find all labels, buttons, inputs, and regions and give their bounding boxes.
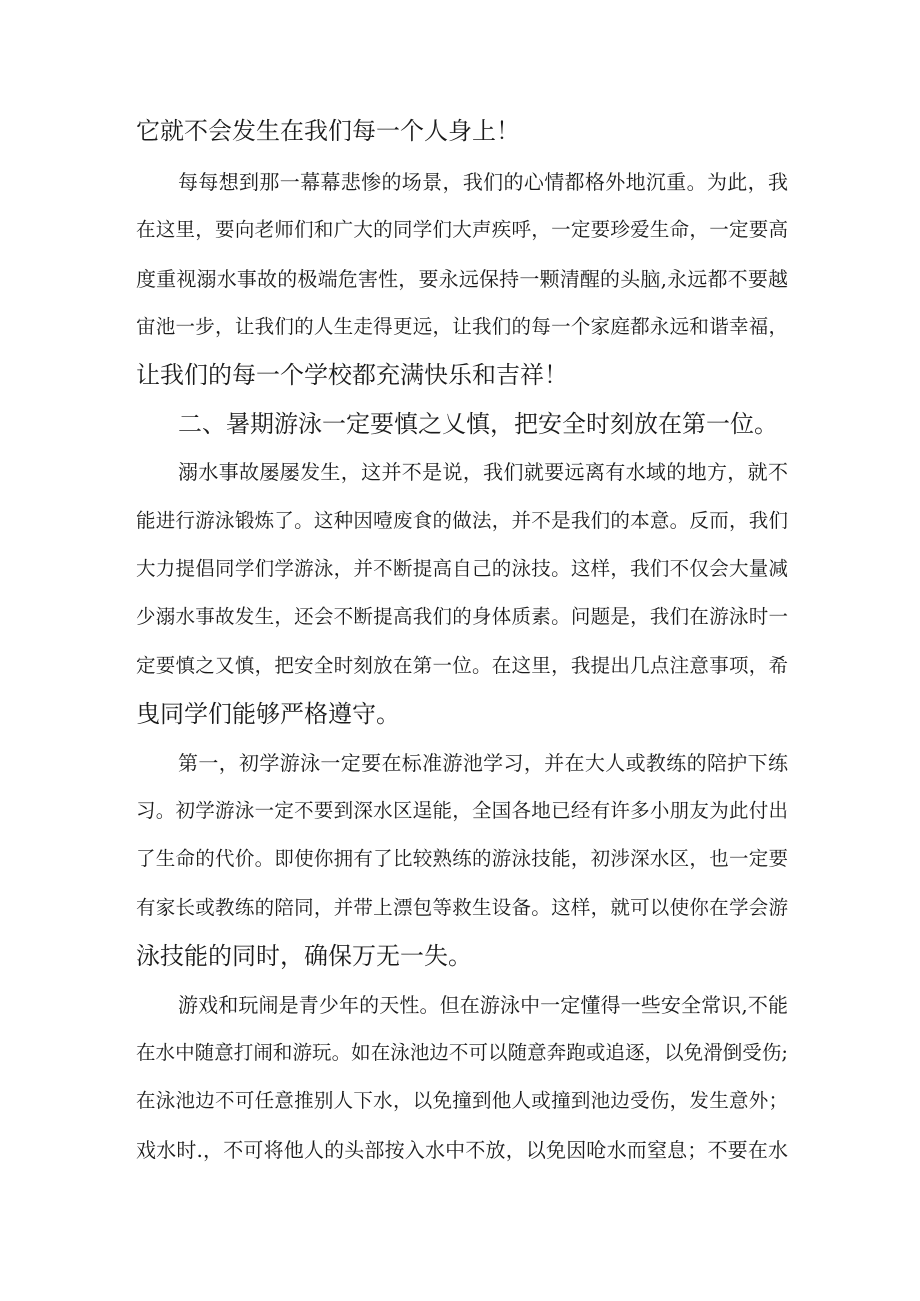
paragraph-play-safety-line-3: 在泳池边不可任意推别人下水，以免撞到他人或撞到池边受伤，发生意外； xyxy=(136,1089,788,1112)
paragraph-play-safety-line-1: 游戏和玩闹是青少年的天性。但在游泳中一定懂得一些安全常识,不能 xyxy=(178,993,788,1017)
paragraph-first-point-line-3: 了生命的代价。即使你拥有了比较熟练的游泳技能，初涉深水区，也一定要 xyxy=(136,847,788,870)
paragraph-swimming-advocacy-line-3: 大力提倡同学们学游泳，并不断提高自己的泳技。这样，我们不仅会大量减 xyxy=(136,557,788,580)
paragraph-appeal-line-5: 让我们的每一个学校都充满快乐和吉祥！ xyxy=(136,361,568,389)
section-heading-two: 二、暑期游泳一定要慎之乂慎，把安全时刻放在第一位。 xyxy=(178,410,778,438)
paragraph-swimming-advocacy-line-1: 溺水事故屡屡发生，这并不是说，我们就要远离有水域的地方，就不 xyxy=(178,460,788,484)
paragraph-first-point-line-1: 第一，初学游泳一定要在标准游池学习，并在大人或教练的陪护下练 xyxy=(178,751,788,775)
paragraph-play-safety-line-2: 在水中随意打闹和游玩。如在泳池边不可以随意奔跑或追逐，以免滑倒受伤; xyxy=(136,1041,788,1064)
paragraph-appeal-line-3: 度重视溺水事故的极端危害性，要永远保持一颗清醒的头脑,永远都不要越 xyxy=(136,267,788,291)
paragraph-swimming-advocacy-line-6: 曳同学们能够严格遵守。 xyxy=(136,700,400,728)
paragraph-first-point-line-5: 泳技能的同时，确保万无一失。 xyxy=(136,942,472,970)
paragraph-appeal-line-1: 每每想到那一幕幕悲惨的场景，我们的心情都格外地沉重。为此，我 xyxy=(178,170,788,194)
paragraph-play-safety-line-4: 戏水时.，不可将他人的头部按入水中不放，以免因呛水而窒息；不要在水 xyxy=(136,1138,788,1162)
paragraph-swimming-advocacy-line-5: 定要慎之又慎，把安全时刻放在第一位。在这里，我提出几点注意事项，希 xyxy=(136,654,788,677)
paragraph-appeal-line-2: 在这里，要向老师们和广大的同学们大声疾呼，一定要珍爱生命，一定要高 xyxy=(136,218,788,241)
paragraph-intro-end-line-1: 它就不会发生在我们每一个人身上！ xyxy=(136,117,520,145)
paragraph-first-point-line-4: 有家长或教练的陪同，并带上漂包等救生设备。这样，就可以使你在学会游 xyxy=(136,896,788,919)
paragraph-swimming-advocacy-line-2: 能进行游泳锻炼了。这种因噎废食的做法，并不是我们的本意。反而，我们 xyxy=(136,509,788,532)
paragraph-appeal-line-4: 宙池一步，让我们的人生走得更远，让我们的每一个家庭都永远和谐幸福， xyxy=(136,315,788,338)
paragraph-first-point-line-2: 习。初学游泳一定不要到深水区逞能，全国各地已经有许多小朋友为此付出 xyxy=(136,799,788,822)
paragraph-swimming-advocacy-line-4: 少溺水事故发生，还会不断提高我们的身体质素。问题是，我们在游泳时一 xyxy=(136,605,788,628)
